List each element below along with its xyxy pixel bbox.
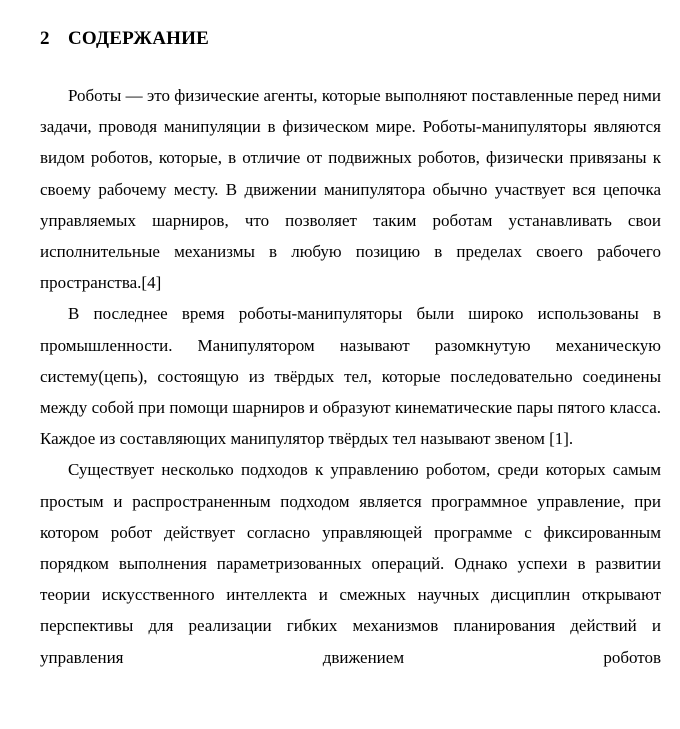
section-title: СОДЕРЖАНИЕ bbox=[68, 28, 209, 49]
body-text bbox=[40, 80, 661, 673]
section-number: 2 bbox=[40, 28, 50, 49]
paragraph-3: Существует несколько подходов к управлению роботом, среди которых самым простым и распространенным подходом является программное управление, при котором робот действует согласно управляющей программе с фиксированным порядком выполнения параметризованных операций. Однако успехи в развитии теории искусственного интеллекта и смежных научных дисциплин открывают перспективы для реализации гибких механизмов планирования действий и управления движением роботов bbox=[40, 460, 661, 667]
section-heading bbox=[40, 28, 209, 50]
paragraph-2: В последнее время роботы-манипуляторы были широко использованы в промышленности. Манипулятором называют разомкнутую механическую систему(цепь), состоящую из твёрдых тел, которые последовательно соединены между собой при помощи шарниров и образуют кинематические пары пятого класса. Каждое из составляющих манипулятор твёрдых тел называют звеном [1]. bbox=[40, 304, 661, 449]
paragraph-1: Роботы — это физические агенты, которые выполняют поставленные перед ними задачи, проводя манипуляции в физическом мире. Роботы-манипуляторы являются видом роботов, которые, в отличие от подвижных роботов, физически привязаны к своему рабочему месту. В движении манипулятора обычно участвует вся цепочка управляемых шарниров, что позволяет таким роботам устанавливать свои исполнительные механизмы в любую позицию в пределах своего рабочего пространства.[4] bbox=[40, 86, 661, 293]
